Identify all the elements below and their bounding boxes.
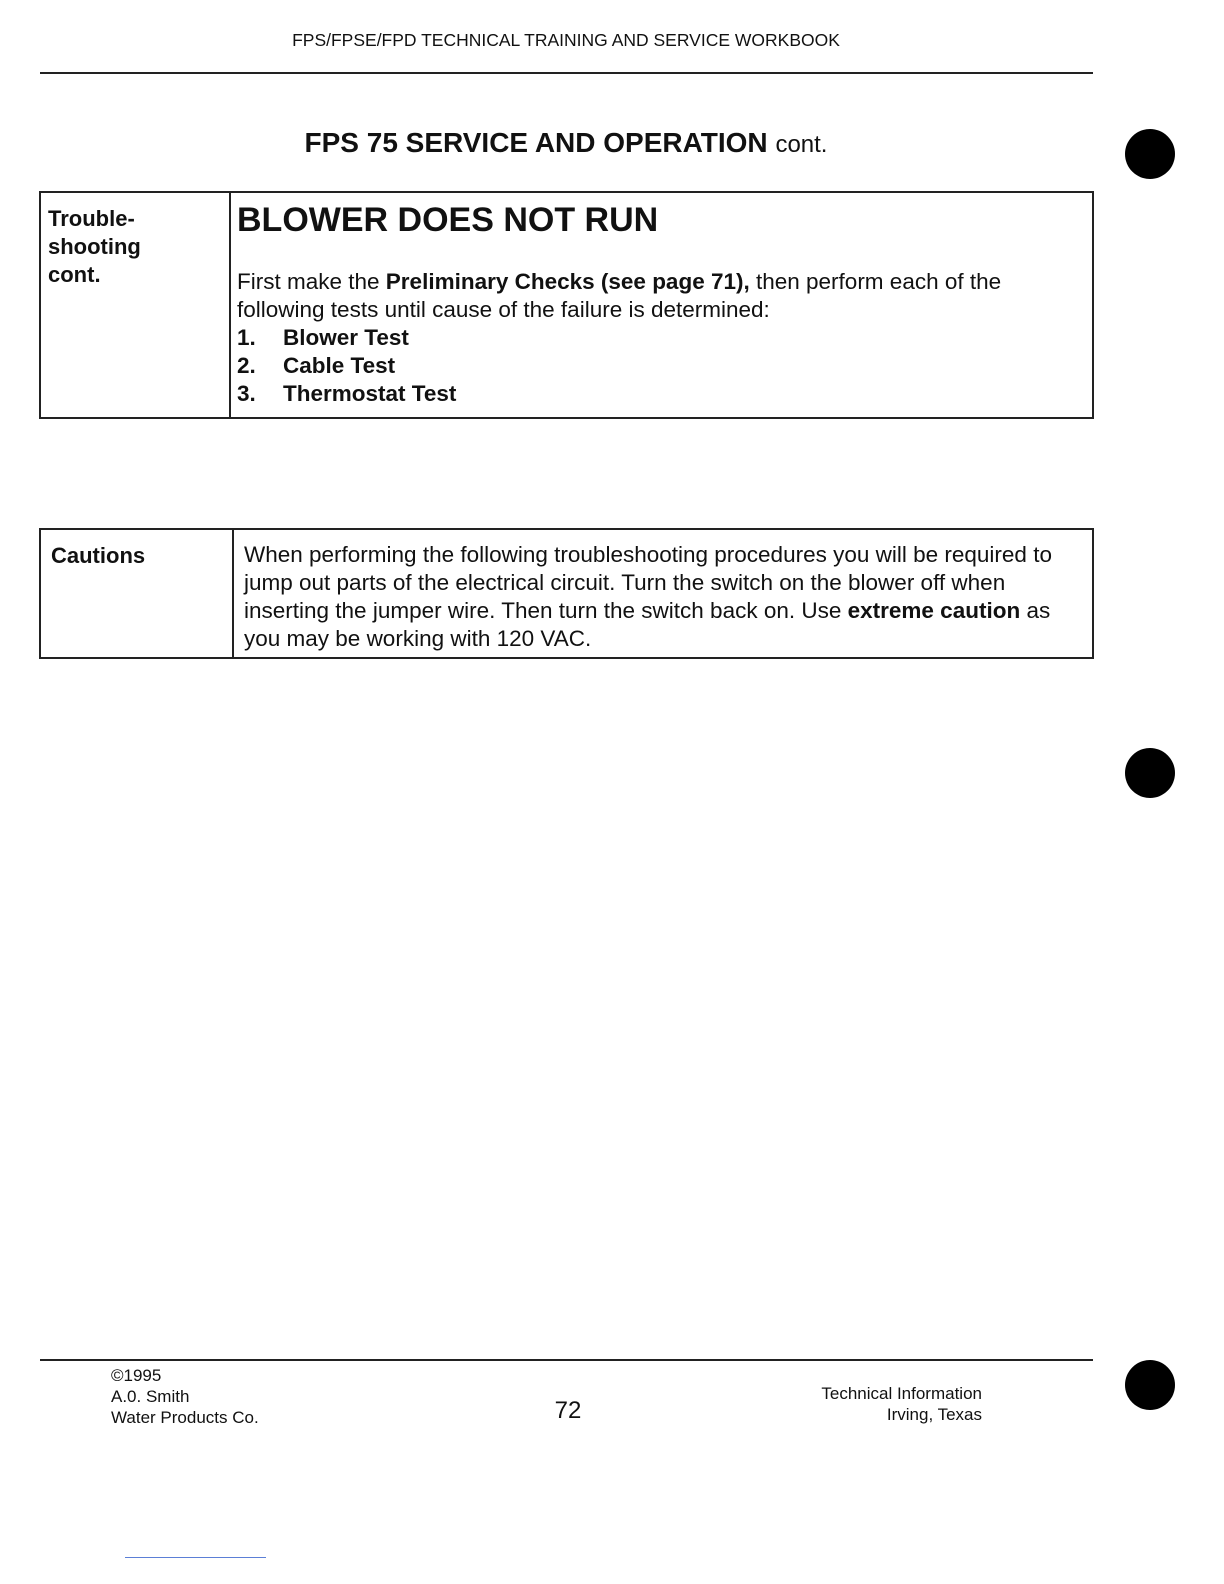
page-number: 72	[554, 1397, 582, 1424]
troubleshooting-content-cell	[230, 192, 1093, 418]
extreme-caution-emphasis: extreme caution	[847, 598, 1021, 623]
cautions-text-end: as you may be working with 120 VAC.	[244, 598, 1051, 651]
page-title	[0, 127, 1132, 159]
list-item-number: 3.	[237, 381, 256, 406]
binder-hole-top	[1125, 129, 1175, 179]
binder-hole-bottom	[1125, 1360, 1175, 1410]
list-item-number: 1.	[237, 325, 256, 350]
footer-copyright: ©1995	[111, 1366, 162, 1385]
list-item	[237, 324, 1082, 352]
intro-text-start: First make the	[237, 269, 386, 294]
section-label-line: Trouble-	[48, 206, 135, 231]
section-label-line: shooting	[48, 234, 141, 259]
troubleshooting-label-cell	[40, 192, 230, 418]
cautions-label-cell	[40, 529, 233, 658]
footer-location: Irving, Texas	[886, 1405, 982, 1424]
preliminary-checks-reference: Preliminary Checks (see page 71),	[385, 269, 750, 294]
page-title-suffix: cont.	[775, 131, 828, 158]
page-title-main: FPS 75 SERVICE AND OPERATION	[304, 127, 768, 158]
cautions-table	[39, 528, 1094, 659]
section-heading: BLOWER DOES NOT RUN	[237, 201, 659, 239]
binder-hole-middle	[1125, 748, 1175, 798]
cautions-content-cell	[233, 529, 1093, 658]
running-header: FPS/FPSE/FPD TECHNICAL TRAINING AND SERVICE WORKBOOK	[292, 30, 840, 50]
troubleshooting-table	[39, 191, 1094, 419]
list-item	[237, 352, 1082, 380]
footer-department	[780, 1383, 982, 1425]
section-label-line: cont.	[48, 262, 101, 287]
list-item	[237, 380, 1082, 408]
footer-company: A.0. Smith	[111, 1387, 190, 1406]
list-item-number: 2.	[237, 353, 256, 378]
footer-dept: Technical Information	[821, 1384, 982, 1403]
footer-rule	[40, 1359, 1093, 1361]
intro-paragraph	[237, 268, 1082, 324]
footer-publisher	[111, 1365, 259, 1428]
cautions-text-start: When performing the following troubleshooting procedures you will be required to jump out parts of the electrical circuit. Turn the switch on the blower off when inserting the jumper wire. Then turn the switch back on. Use	[244, 542, 1052, 623]
footer-division: Water Products Co.	[111, 1408, 259, 1427]
cautions-paragraph	[244, 541, 1080, 653]
intro-text-end: then perform each of the following tests until cause of the failure is determined:	[237, 269, 1002, 322]
scan-artifact-line	[125, 1557, 266, 1558]
list-item-label: Cable Test	[283, 353, 396, 378]
list-item-label: Thermostat Test	[283, 381, 457, 406]
cautions-label: Cautions	[51, 543, 146, 568]
header-rule	[40, 72, 1093, 74]
list-item-label: Blower Test	[283, 325, 409, 350]
